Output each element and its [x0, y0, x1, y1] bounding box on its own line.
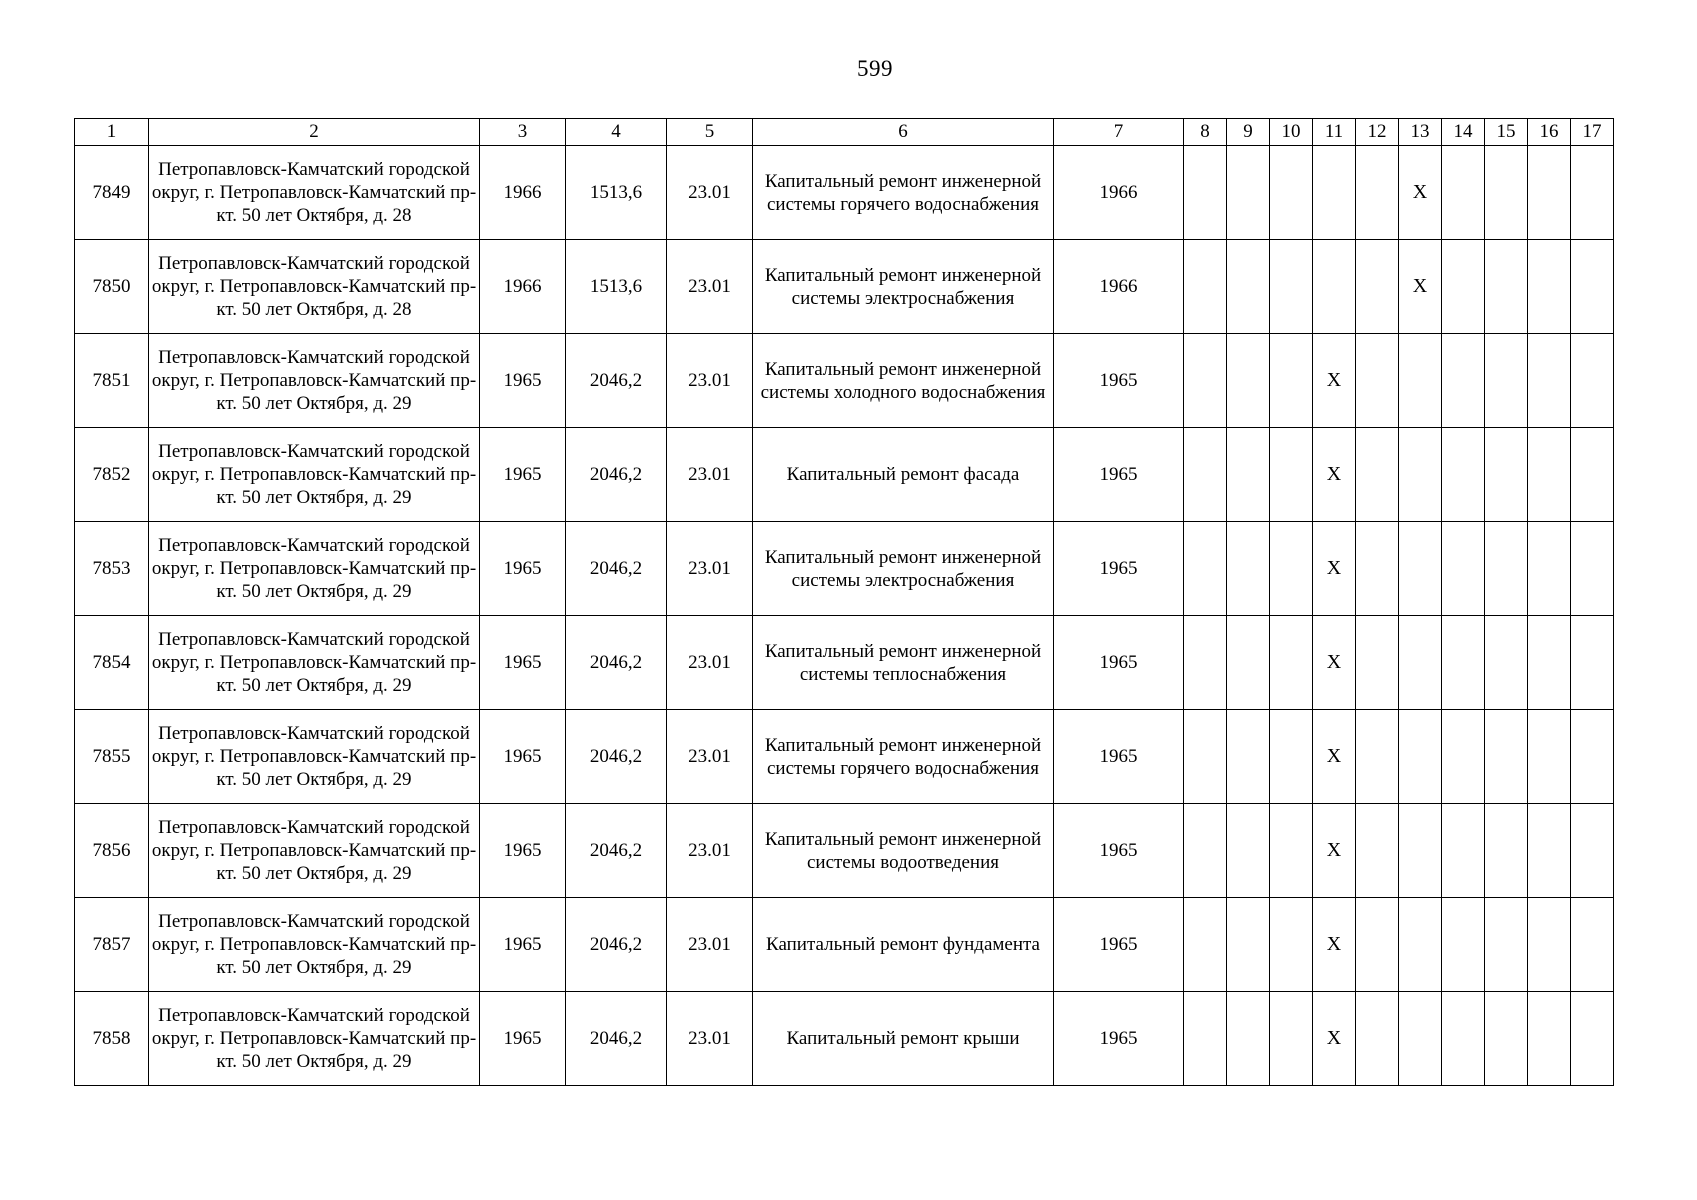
cell-mark-col-9 [1227, 334, 1270, 428]
cell-mark-col-8 [1184, 146, 1227, 240]
cell-work-type: Капитальный ремонт инженерной системы холодного водоснабжения [753, 334, 1054, 428]
cell-mark-col-11 [1313, 146, 1356, 240]
column-header: 9 [1227, 119, 1270, 146]
cell-code: 23.01 [667, 146, 753, 240]
column-header: 11 [1313, 119, 1356, 146]
cell-mark-col-8 [1184, 240, 1227, 334]
cell-year-built: 1965 [480, 992, 566, 1086]
cell-mark-col-11: X [1313, 616, 1356, 710]
cell-mark-col-15 [1485, 146, 1528, 240]
table-row [75, 334, 1614, 428]
cell-mark-col-16 [1528, 334, 1571, 428]
column-header: 12 [1356, 119, 1399, 146]
cell-year: 1965 [1054, 804, 1184, 898]
cell-year: 1965 [1054, 898, 1184, 992]
column-header: 13 [1399, 119, 1442, 146]
cell-year-built: 1965 [480, 616, 566, 710]
cell-year-built: 1966 [480, 146, 566, 240]
cell-address: Петропавловск-Камчатский городской округ, г. Петропавловск-Камчатский пр-кт. 50 лет Октября, д. 29 [149, 428, 480, 522]
cell-mark-col-17 [1571, 428, 1614, 522]
cell-mark-col-17 [1571, 240, 1614, 334]
cell-mark-col-13 [1399, 898, 1442, 992]
cell-area: 2046,2 [566, 428, 667, 522]
cell-mark-col-10 [1270, 710, 1313, 804]
cell-year: 1965 [1054, 992, 1184, 1086]
cell-year-built: 1965 [480, 522, 566, 616]
table-row [75, 710, 1614, 804]
cell-mark-col-16 [1528, 522, 1571, 616]
table-row [75, 428, 1614, 522]
table-row [75, 240, 1614, 334]
cell-mark-col-15 [1485, 334, 1528, 428]
cell-mark-col-15 [1485, 522, 1528, 616]
cell-area: 2046,2 [566, 992, 667, 1086]
cell-work-type: Капитальный ремонт инженерной системы электроснабжения [753, 522, 1054, 616]
table-row [75, 804, 1614, 898]
cell-mark-col-15 [1485, 898, 1528, 992]
cell-mark-col-12 [1356, 804, 1399, 898]
cell-mark-col-11: X [1313, 898, 1356, 992]
cell-area: 1513,6 [566, 146, 667, 240]
cell-mark-col-15 [1485, 710, 1528, 804]
cell-code: 23.01 [667, 428, 753, 522]
cell-mark-col-11: X [1313, 804, 1356, 898]
column-header: 6 [753, 119, 1054, 146]
cell-mark-col-14 [1442, 240, 1485, 334]
cell-year-built: 1965 [480, 898, 566, 992]
table-body [75, 146, 1614, 1086]
cell-mark-col-15 [1485, 992, 1528, 1086]
cell-mark-col-12 [1356, 522, 1399, 616]
cell-mark-col-14 [1442, 898, 1485, 992]
cell-mark-col-14 [1442, 522, 1485, 616]
cell-mark-col-12 [1356, 240, 1399, 334]
cell-work-type: Капитальный ремонт крыши [753, 992, 1054, 1086]
cell-row-number: 7849 [75, 146, 149, 240]
cell-mark-col-17 [1571, 616, 1614, 710]
column-header: 16 [1528, 119, 1571, 146]
column-header: 14 [1442, 119, 1485, 146]
cell-row-number: 7856 [75, 804, 149, 898]
table-row [75, 146, 1614, 240]
page-number: 599 [857, 56, 893, 81]
cell-mark-col-10 [1270, 146, 1313, 240]
cell-year: 1965 [1054, 710, 1184, 804]
cell-mark-col-9 [1227, 428, 1270, 522]
cell-mark-col-9 [1227, 992, 1270, 1086]
cell-address: Петропавловск-Камчатский городской округ, г. Петропавловск-Камчатский пр-кт. 50 лет Октября, д. 28 [149, 240, 480, 334]
cell-row-number: 7853 [75, 522, 149, 616]
cell-area: 2046,2 [566, 710, 667, 804]
cell-mark-col-8 [1184, 992, 1227, 1086]
cell-address: Петропавловск-Камчатский городской округ, г. Петропавловск-Камчатский пр-кт. 50 лет Октября, д. 29 [149, 710, 480, 804]
cell-mark-col-9 [1227, 146, 1270, 240]
cell-address: Петропавловск-Камчатский городской округ, г. Петропавловск-Камчатский пр-кт. 50 лет Октября, д. 29 [149, 804, 480, 898]
cell-work-type: Капитальный ремонт фасада [753, 428, 1054, 522]
cell-mark-col-13 [1399, 616, 1442, 710]
cell-mark-col-9 [1227, 804, 1270, 898]
cell-code: 23.01 [667, 710, 753, 804]
cell-address: Петропавловск-Камчатский городской округ, г. Петропавловск-Камчатский пр-кт. 50 лет Октября, д. 29 [149, 992, 480, 1086]
cell-mark-col-16 [1528, 240, 1571, 334]
cell-year-built: 1965 [480, 710, 566, 804]
cell-year: 1965 [1054, 616, 1184, 710]
cell-area: 2046,2 [566, 334, 667, 428]
cell-mark-col-13: X [1399, 146, 1442, 240]
cell-mark-col-17 [1571, 146, 1614, 240]
cell-address: Петропавловск-Камчатский городской округ, г. Петропавловск-Камчатский пр-кт. 50 лет Октября, д. 29 [149, 616, 480, 710]
cell-row-number: 7858 [75, 992, 149, 1086]
table-row [75, 522, 1614, 616]
cell-work-type: Капитальный ремонт инженерной системы горячего водоснабжения [753, 710, 1054, 804]
cell-work-type: Капитальный ремонт инженерной системы горячего водоснабжения [753, 146, 1054, 240]
cell-mark-col-15 [1485, 616, 1528, 710]
cell-code: 23.01 [667, 992, 753, 1086]
cell-mark-col-17 [1571, 522, 1614, 616]
cell-mark-col-10 [1270, 616, 1313, 710]
cell-year-built: 1965 [480, 804, 566, 898]
cell-mark-col-16 [1528, 428, 1571, 522]
cell-row-number: 7850 [75, 240, 149, 334]
cell-mark-col-12 [1356, 992, 1399, 1086]
cell-mark-col-10 [1270, 804, 1313, 898]
cell-mark-col-8 [1184, 710, 1227, 804]
cell-mark-col-16 [1528, 616, 1571, 710]
cell-area: 2046,2 [566, 898, 667, 992]
cell-code: 23.01 [667, 804, 753, 898]
cell-mark-col-8 [1184, 616, 1227, 710]
cell-mark-col-12 [1356, 616, 1399, 710]
cell-address: Петропавловск-Камчатский городской округ, г. Петропавловск-Камчатский пр-кт. 50 лет Октября, д. 29 [149, 898, 480, 992]
cell-row-number: 7852 [75, 428, 149, 522]
cell-mark-col-11: X [1313, 522, 1356, 616]
cell-mark-col-17 [1571, 334, 1614, 428]
column-header: 4 [566, 119, 667, 146]
cell-mark-col-13 [1399, 992, 1442, 1086]
cell-year-built: 1966 [480, 240, 566, 334]
cell-mark-col-14 [1442, 146, 1485, 240]
cell-mark-col-11 [1313, 240, 1356, 334]
cell-year-built: 1965 [480, 334, 566, 428]
cell-mark-col-17 [1571, 710, 1614, 804]
cell-mark-col-9 [1227, 710, 1270, 804]
header-row [75, 119, 1614, 146]
cell-code: 23.01 [667, 334, 753, 428]
cell-mark-col-17 [1571, 804, 1614, 898]
column-header: 15 [1485, 119, 1528, 146]
cell-mark-col-9 [1227, 240, 1270, 334]
column-header: 17 [1571, 119, 1614, 146]
cell-mark-col-14 [1442, 334, 1485, 428]
cell-area: 2046,2 [566, 522, 667, 616]
cell-mark-col-13 [1399, 710, 1442, 804]
table-row [75, 616, 1614, 710]
cell-code: 23.01 [667, 240, 753, 334]
column-header: 1 [75, 119, 149, 146]
cell-mark-col-12 [1356, 898, 1399, 992]
cell-mark-col-10 [1270, 334, 1313, 428]
cell-mark-col-8 [1184, 804, 1227, 898]
cell-row-number: 7857 [75, 898, 149, 992]
cell-mark-col-13 [1399, 522, 1442, 616]
cell-address: Петропавловск-Камчатский городской округ, г. Петропавловск-Камчатский пр-кт. 50 лет Октября, д. 29 [149, 334, 480, 428]
cell-mark-col-8 [1184, 522, 1227, 616]
cell-code: 23.01 [667, 616, 753, 710]
column-header: 8 [1184, 119, 1227, 146]
register-table [74, 118, 1614, 1086]
cell-mark-col-14 [1442, 992, 1485, 1086]
cell-mark-col-12 [1356, 334, 1399, 428]
cell-area: 2046,2 [566, 804, 667, 898]
cell-work-type: Капитальный ремонт инженерной системы теплоснабжения [753, 616, 1054, 710]
cell-mark-col-16 [1528, 898, 1571, 992]
cell-mark-col-13: X [1399, 240, 1442, 334]
cell-mark-col-12 [1356, 428, 1399, 522]
cell-mark-col-8 [1184, 334, 1227, 428]
cell-mark-col-10 [1270, 522, 1313, 616]
cell-mark-col-10 [1270, 898, 1313, 992]
cell-mark-col-10 [1270, 240, 1313, 334]
cell-address: Петропавловск-Камчатский городской округ, г. Петропавловск-Камчатский пр-кт. 50 лет Октября, д. 28 [149, 146, 480, 240]
cell-mark-col-16 [1528, 804, 1571, 898]
cell-mark-col-9 [1227, 522, 1270, 616]
cell-mark-col-17 [1571, 992, 1614, 1086]
cell-year: 1965 [1054, 522, 1184, 616]
cell-mark-col-14 [1442, 710, 1485, 804]
cell-mark-col-13 [1399, 804, 1442, 898]
table-row [75, 898, 1614, 992]
cell-mark-col-15 [1485, 240, 1528, 334]
cell-mark-col-11: X [1313, 710, 1356, 804]
column-header: 3 [480, 119, 566, 146]
cell-mark-col-10 [1270, 428, 1313, 522]
cell-row-number: 7855 [75, 710, 149, 804]
cell-mark-col-16 [1528, 710, 1571, 804]
cell-year: 1966 [1054, 240, 1184, 334]
cell-work-type: Капитальный ремонт инженерной системы водоотведения [753, 804, 1054, 898]
column-header: 2 [149, 119, 480, 146]
cell-mark-col-14 [1442, 616, 1485, 710]
cell-year: 1966 [1054, 146, 1184, 240]
cell-mark-col-13 [1399, 334, 1442, 428]
cell-mark-col-16 [1528, 146, 1571, 240]
cell-mark-col-16 [1528, 992, 1571, 1086]
cell-mark-col-12 [1356, 146, 1399, 240]
cell-year: 1965 [1054, 334, 1184, 428]
cell-mark-col-13 [1399, 428, 1442, 522]
cell-mark-col-11: X [1313, 428, 1356, 522]
cell-work-type: Капитальный ремонт инженерной системы электроснабжения [753, 240, 1054, 334]
cell-mark-col-14 [1442, 428, 1485, 522]
cell-address: Петропавловск-Камчатский городской округ, г. Петропавловск-Камчатский пр-кт. 50 лет Октября, д. 29 [149, 522, 480, 616]
cell-mark-col-11: X [1313, 992, 1356, 1086]
cell-work-type: Капитальный ремонт фундамента [753, 898, 1054, 992]
cell-year: 1965 [1054, 428, 1184, 522]
cell-mark-col-9 [1227, 616, 1270, 710]
cell-mark-col-17 [1571, 898, 1614, 992]
cell-area: 1513,6 [566, 240, 667, 334]
cell-code: 23.01 [667, 522, 753, 616]
cell-mark-col-9 [1227, 898, 1270, 992]
cell-row-number: 7851 [75, 334, 149, 428]
cell-mark-col-10 [1270, 992, 1313, 1086]
cell-mark-col-12 [1356, 710, 1399, 804]
column-header: 7 [1054, 119, 1184, 146]
cell-code: 23.01 [667, 898, 753, 992]
column-header: 5 [667, 119, 753, 146]
column-header: 10 [1270, 119, 1313, 146]
cell-row-number: 7854 [75, 616, 149, 710]
cell-mark-col-8 [1184, 898, 1227, 992]
cell-year-built: 1965 [480, 428, 566, 522]
cell-mark-col-14 [1442, 804, 1485, 898]
cell-mark-col-8 [1184, 428, 1227, 522]
cell-mark-col-11: X [1313, 334, 1356, 428]
cell-mark-col-15 [1485, 804, 1528, 898]
table-row [75, 992, 1614, 1086]
cell-area: 2046,2 [566, 616, 667, 710]
cell-mark-col-15 [1485, 428, 1528, 522]
